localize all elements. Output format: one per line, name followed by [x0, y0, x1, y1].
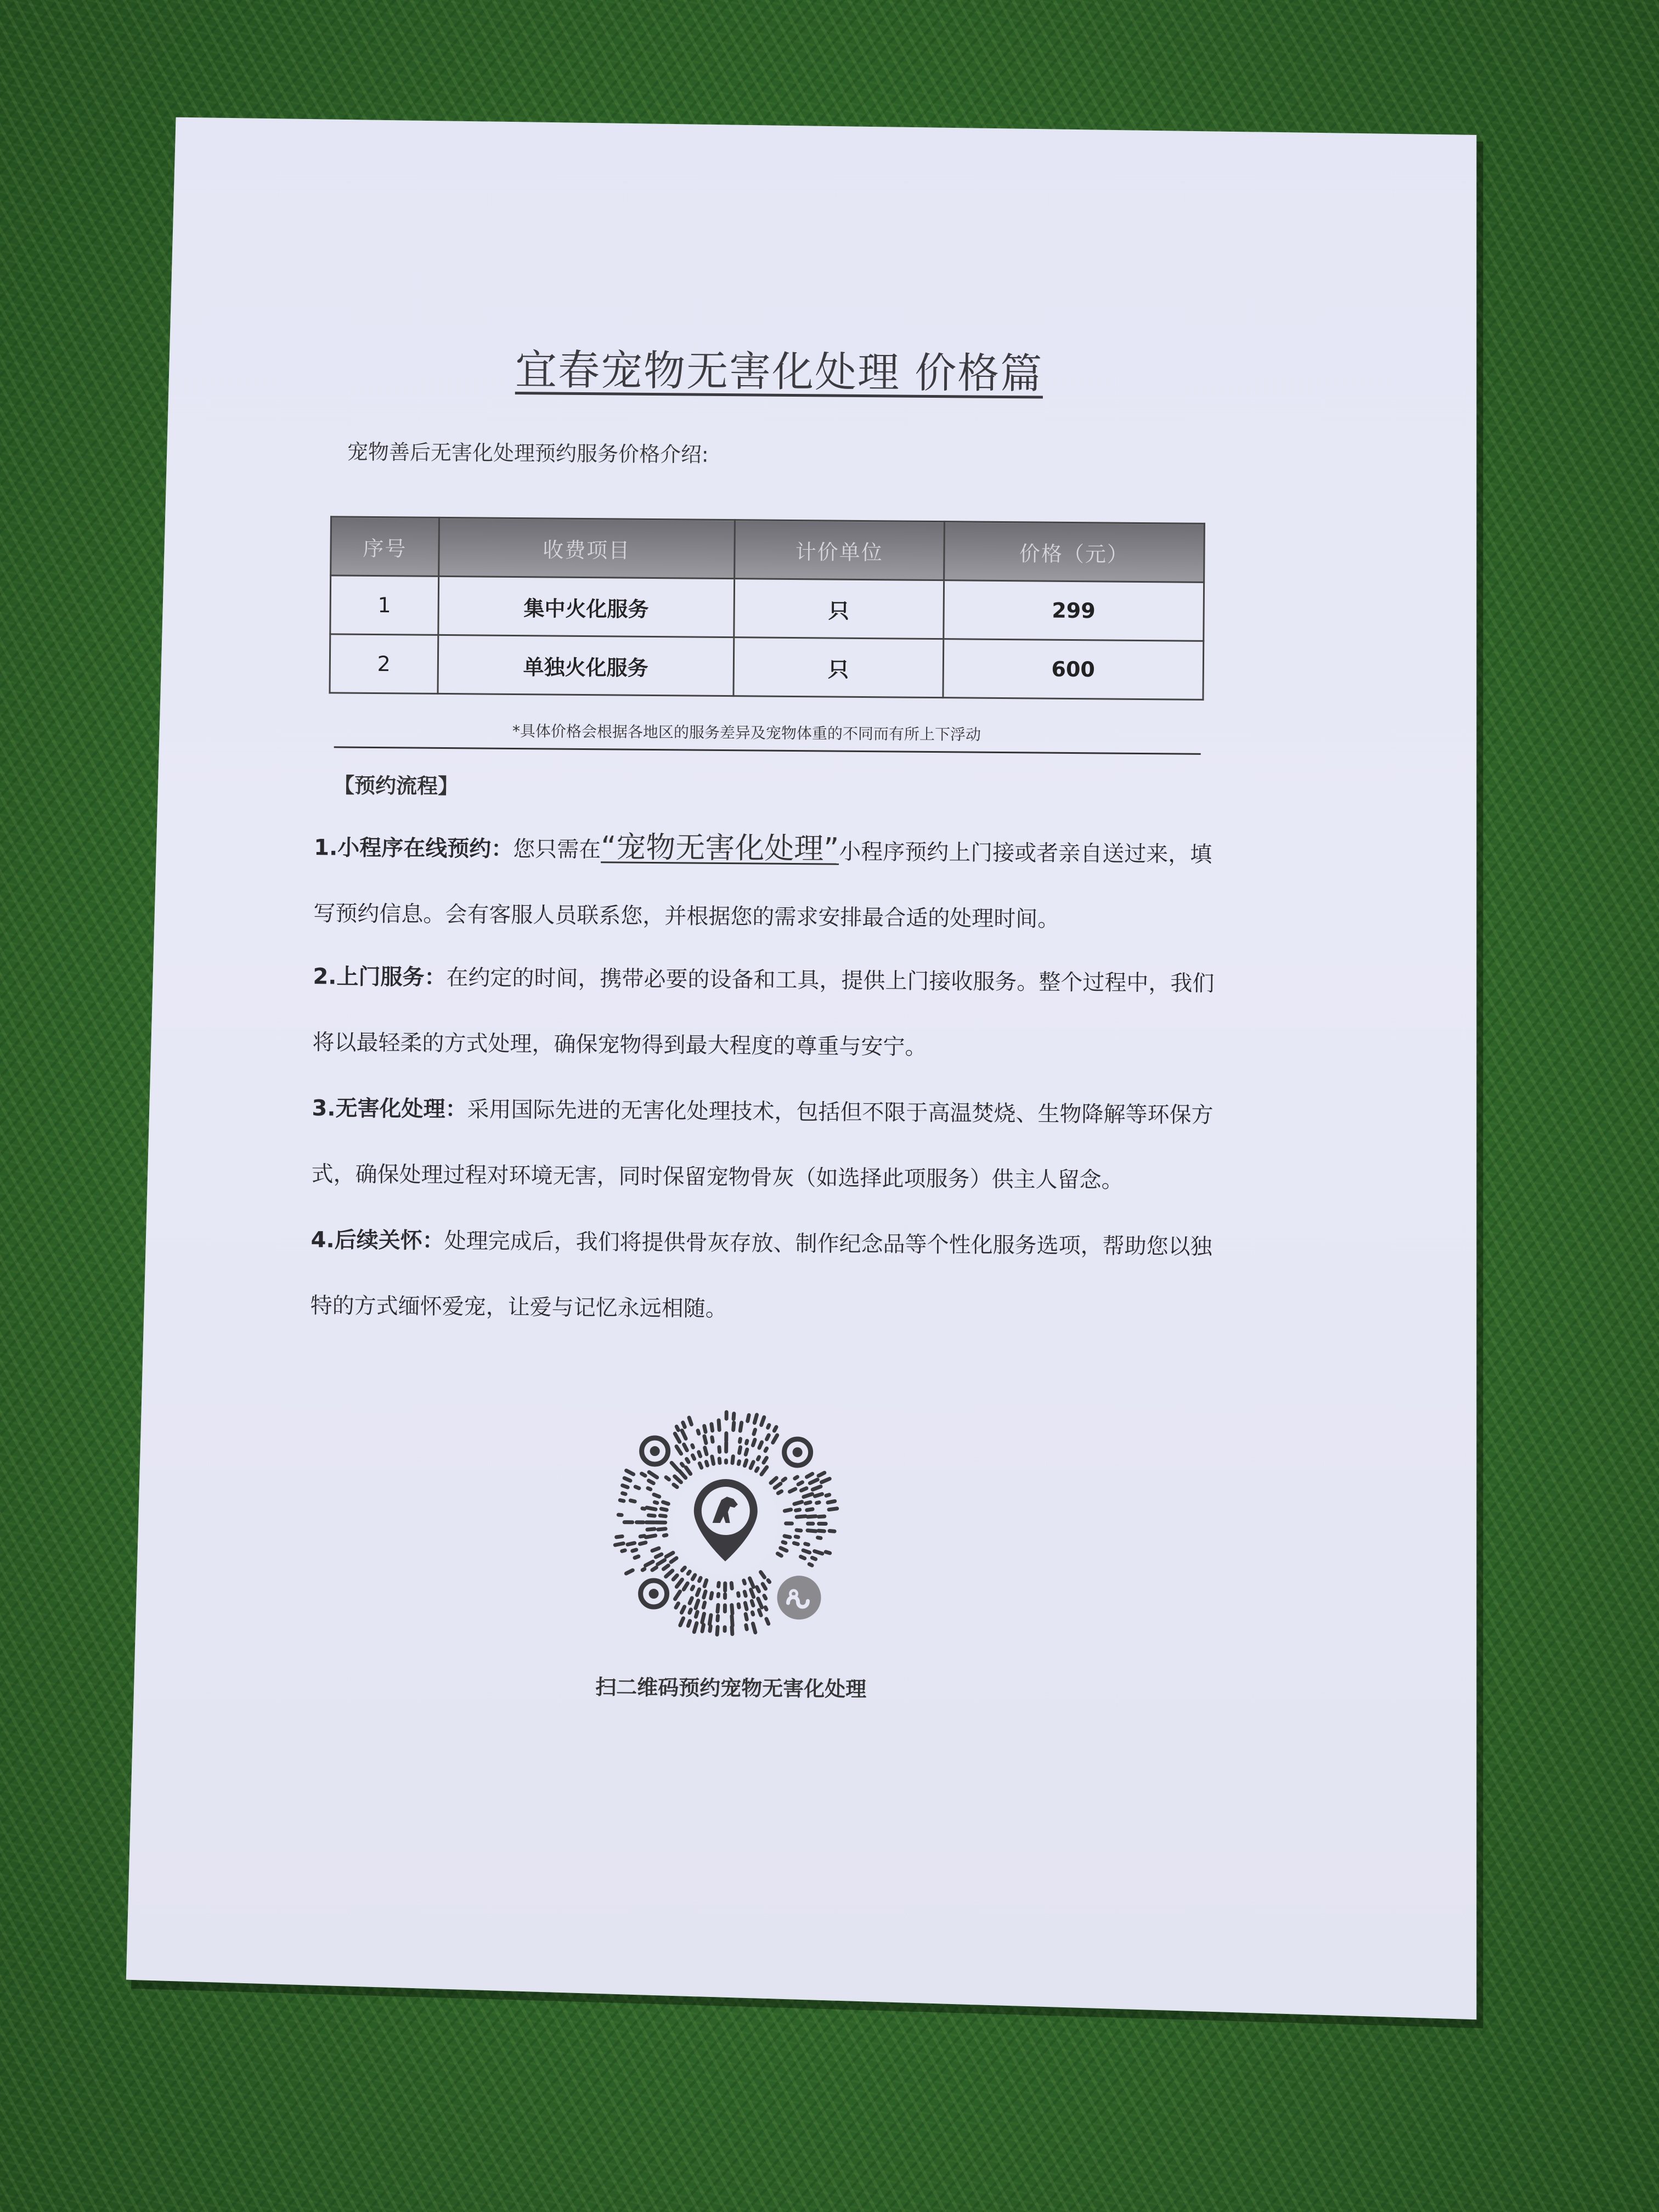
qr-ray: [676, 1426, 678, 1430]
qr-ray: [746, 1625, 747, 1629]
qr-ray: [758, 1457, 759, 1459]
qr-ray: [709, 1615, 711, 1624]
qr-ray: [740, 1447, 741, 1453]
qr-ray: [688, 1621, 690, 1626]
qr-ray: [781, 1548, 787, 1551]
qr-ray: [801, 1488, 806, 1491]
qr-ray: [748, 1415, 749, 1421]
qr-ray: [761, 1417, 764, 1425]
qr-ray: [642, 1569, 645, 1570]
qr-ray: [681, 1607, 684, 1613]
qr-ray: [698, 1431, 699, 1434]
step-text: 处理完成后，我们将提供骨灰存放、制作纪念品等个性化服务选项，帮助您以独特的方式缅怀爱宠，让爱与记忆永远相随。: [310, 1228, 1212, 1322]
qr-ray: [684, 1444, 687, 1451]
step-lead: 4.后续关怀：: [311, 1227, 444, 1254]
qr-ray: [694, 1623, 697, 1632]
row-item: 集中火化服务: [438, 576, 735, 637]
qr-ray: [649, 1472, 657, 1477]
qr-ray: [681, 1464, 683, 1466]
qr-ray: [789, 1489, 795, 1492]
qr-ray: [635, 1556, 639, 1558]
qr-ray: [711, 1593, 712, 1599]
qr-ray: [719, 1459, 720, 1463]
qr-ray: [751, 1590, 754, 1597]
qr-ray: [767, 1435, 769, 1440]
qr-ray: [719, 1447, 720, 1452]
qr-ray: [798, 1482, 802, 1485]
qr-ray: [679, 1471, 685, 1478]
qr-ray: [731, 1583, 732, 1589]
qr-ray: [640, 1536, 644, 1537]
qr-ray: [815, 1551, 822, 1554]
qr-ray: [648, 1515, 654, 1516]
qr-ray: [686, 1468, 691, 1474]
intro-text: 宠物善后无害化处理预约服务价格介绍:: [347, 439, 709, 467]
step-lead: 2.上门服务：: [313, 964, 447, 991]
qr-ray: [654, 1494, 659, 1497]
qr-ray: [795, 1477, 798, 1479]
qr-ray: [753, 1623, 755, 1632]
qr-caption: 扫二维码预约宠物无害化处理: [595, 1675, 867, 1702]
qr-ray: [778, 1491, 781, 1493]
qr-ray: [623, 1493, 625, 1494]
qr-ray: [699, 1452, 701, 1457]
qr-ray: [672, 1463, 678, 1470]
qr-ray: [692, 1455, 694, 1459]
qr-ray: [826, 1495, 830, 1496]
table-header-row: [331, 517, 1205, 583]
qr-ray: [830, 1531, 834, 1532]
qr-ray: [704, 1592, 706, 1598]
header-unit: 计价单位: [734, 520, 944, 580]
qr-ray: [652, 1548, 659, 1551]
qr-ray: [768, 1425, 769, 1427]
qr-ray: [675, 1434, 680, 1442]
qr-ray: [704, 1426, 706, 1432]
qr-ray: [658, 1529, 665, 1530]
qr-ray: [680, 1618, 684, 1626]
qr-ray: [744, 1581, 745, 1583]
qr-svg: [604, 1401, 847, 1644]
qr-ray: [819, 1516, 825, 1517]
qr-ray: [752, 1601, 753, 1605]
price-note: *具体价格会根据各地区的服务差异及宠物体重的不同而有所上下浮动: [512, 721, 981, 744]
qr-ray: [828, 1501, 835, 1503]
price-table: [329, 516, 1205, 701]
qr-ray: [774, 1427, 776, 1431]
qr-ray: [764, 1458, 767, 1463]
qr-ray: [688, 1572, 690, 1574]
page-title: 宜春宠物无害化处理 价格篇: [515, 345, 1043, 398]
step-lead: 1.小程序在线预约：: [314, 835, 514, 862]
header-price: 价格（元）: [944, 522, 1204, 583]
qr-ray: [640, 1543, 645, 1544]
qr-ray: [648, 1488, 651, 1489]
qr-ray: [738, 1604, 739, 1607]
document-content: [296, 307, 1240, 1796]
qr-ray: [623, 1486, 628, 1487]
qr-ray: [775, 1483, 781, 1488]
qr-ray: [646, 1561, 653, 1565]
qr-ray: [712, 1424, 713, 1431]
qr-ray: [652, 1567, 656, 1570]
qr-ray: [674, 1485, 677, 1487]
qr-ray: [812, 1486, 821, 1489]
step-lead: 3.无害化处理：: [312, 1096, 467, 1122]
qr-ray: [733, 1423, 734, 1430]
step-1: [313, 812, 1220, 953]
qr-ray: [754, 1415, 757, 1423]
qr-ray: [765, 1448, 767, 1451]
qr-ray: [615, 1543, 623, 1545]
step-4: [310, 1207, 1216, 1346]
qr-ray: [647, 1508, 656, 1509]
qr-ray: [671, 1558, 676, 1562]
qr-ray: [630, 1500, 635, 1502]
row-item: 单独火化服务: [438, 635, 734, 696]
qr-ray: [749, 1578, 753, 1587]
qr-ray: [654, 1502, 657, 1503]
step-text: 您只需在: [513, 836, 601, 863]
qr-ray: [647, 1529, 654, 1530]
qr-ray: [692, 1575, 695, 1579]
qr-ray: [819, 1472, 825, 1476]
qr-ray: [663, 1502, 668, 1504]
qr-ray: [666, 1477, 669, 1480]
step-text: 在约定的时间，携带必要的设备和工具，提供上门接收服务。整个过程中，我们将以最轻柔的方式处理，确保宠物得到最大程度的尊重与安宁。: [312, 965, 1215, 1060]
qr-ray: [675, 1476, 681, 1482]
row-price: 600: [943, 639, 1204, 700]
qr-ray: [622, 1550, 625, 1551]
qr-ray: [783, 1479, 786, 1481]
qr-ray: [704, 1436, 706, 1443]
divider: [334, 746, 1201, 754]
qr-ray: [692, 1587, 693, 1589]
qr-ray: [689, 1418, 692, 1424]
qr-ray: [809, 1564, 812, 1565]
qr-ray: [751, 1462, 753, 1468]
qr-ray: [690, 1598, 692, 1603]
qr-ray: [646, 1536, 655, 1537]
qr-ray: [627, 1470, 634, 1474]
qr-ray: [753, 1440, 755, 1445]
qr-ray: [745, 1603, 747, 1609]
qr-ray: [706, 1462, 707, 1465]
qr-ray: [675, 1592, 680, 1599]
qr-ray: [812, 1558, 815, 1559]
qr-ray: [754, 1430, 755, 1434]
qr-ray: [815, 1494, 822, 1496]
table-row: [330, 634, 1204, 700]
qr-ray: [648, 1481, 653, 1483]
qr-ray: [760, 1572, 764, 1578]
qr-ray: [810, 1480, 817, 1483]
qr-ray: [676, 1446, 681, 1453]
qr-ray: [703, 1602, 704, 1607]
qr-ray: [676, 1579, 682, 1587]
qr-ray: [656, 1554, 661, 1557]
qr-ray: [712, 1457, 714, 1464]
qr-ray: [761, 1467, 767, 1474]
qr-ray: [628, 1543, 635, 1544]
qr-ray: [690, 1610, 691, 1613]
qr-ray: [783, 1542, 786, 1543]
qr-ray: [699, 1463, 702, 1468]
qr-ray: [740, 1423, 741, 1431]
qr-ray: [794, 1502, 802, 1504]
qr-ray: [661, 1509, 667, 1510]
mini-program-name: “宠物无害化处理”: [601, 830, 839, 866]
qr-ray: [768, 1580, 770, 1582]
step-2: [312, 944, 1218, 1082]
qr-ray: [617, 1536, 623, 1537]
qr-ray: [717, 1627, 718, 1634]
qr-ray: [702, 1613, 704, 1622]
qr-ray: [764, 1596, 766, 1599]
qr-ray: [763, 1584, 766, 1589]
qr-ray: [759, 1610, 761, 1616]
qr-ray: [746, 1449, 747, 1454]
qr-ray: [696, 1601, 698, 1609]
qr-ray: [773, 1435, 777, 1443]
qr-ray: [633, 1550, 636, 1551]
qr-ray: [826, 1552, 830, 1553]
qr-ray: [765, 1607, 766, 1610]
qr-ray: [807, 1474, 812, 1477]
header-item: 收费项目: [438, 517, 735, 578]
qr-ray: [758, 1599, 762, 1607]
row-unit: 只: [734, 579, 944, 639]
qr-ray: [702, 1625, 704, 1632]
qr-ray: [752, 1612, 753, 1615]
qr-ray: [744, 1460, 746, 1466]
qr-ray: [673, 1575, 677, 1579]
row-price: 299: [943, 580, 1204, 641]
row-unit: 只: [733, 637, 944, 698]
qr-ray: [712, 1437, 713, 1442]
qr-ray: [683, 1423, 685, 1427]
qr-ray: [797, 1516, 805, 1517]
qr-ray: [635, 1487, 639, 1488]
qr-ray: [794, 1543, 798, 1544]
qr-ray: [696, 1612, 697, 1617]
step-text: 小程序预约上门接或者亲自送过来，填写预约信息。会有客服人员联系您，并根据您的需求安排最合适的处理时间。: [313, 839, 1212, 932]
qr-ray: [624, 1478, 630, 1481]
qr-ray: [777, 1554, 781, 1556]
qr-ray: [803, 1550, 810, 1553]
qr-ray: [744, 1592, 746, 1595]
row-index: 1: [330, 575, 439, 635]
qr-ray: [732, 1457, 733, 1463]
qr-ray: [676, 1604, 678, 1608]
qr-ray: [821, 1479, 830, 1482]
wechat-mini-program-code-icon[interactable]: [604, 1401, 847, 1644]
qr-ray: [759, 1442, 762, 1448]
qr-ray: [805, 1502, 810, 1503]
table-row: [330, 575, 1204, 641]
qr-ray: [682, 1431, 686, 1439]
qr-ray: [666, 1571, 673, 1577]
section-heading: 【预约流程】: [333, 773, 459, 799]
step-3: [311, 1075, 1217, 1214]
qr-ray: [785, 1510, 791, 1511]
qr-ray: [705, 1448, 707, 1454]
qr-ray: [797, 1530, 801, 1531]
qr-ray: [682, 1567, 685, 1570]
qr-ray: [733, 1414, 734, 1419]
qr-ray: [800, 1556, 804, 1558]
qr-ray: [687, 1459, 689, 1462]
qr-ray: [757, 1587, 759, 1592]
header-index: 序号: [331, 517, 439, 577]
qr-ray: [699, 1578, 701, 1581]
qr-ray: [804, 1494, 812, 1497]
qr-ray: [829, 1509, 837, 1510]
qr-ray: [785, 1536, 790, 1537]
qr-ray: [766, 1619, 769, 1624]
qr-ray: [697, 1589, 699, 1595]
qr-ray: [756, 1468, 758, 1471]
row-index: 2: [330, 634, 438, 694]
qr-ray: [746, 1614, 747, 1620]
qr-ray: [704, 1580, 707, 1586]
mini-program-logo-icon: [777, 1576, 821, 1620]
qr-ray: [642, 1474, 646, 1476]
qr-ray: [666, 1553, 673, 1556]
qr-ray: [738, 1462, 739, 1464]
qr-ray: [626, 1570, 633, 1573]
qr-ray: [658, 1560, 665, 1565]
qr-ray: [771, 1478, 776, 1483]
step-text: 采用国际先进的无害化处理技术，包括但不限于高温焚烧、生物降解等环保方式，确保处理过程对环境无害，同时保留宠物骨灰（如选择此项服务）供主人留念。: [311, 1097, 1214, 1193]
qr-ray: [808, 1516, 816, 1517]
qr-ray: [664, 1535, 667, 1536]
qr-ray: [692, 1445, 693, 1447]
qr-ray: [684, 1583, 687, 1589]
qr-ray: [807, 1509, 812, 1510]
qr-ray: [663, 1566, 668, 1570]
